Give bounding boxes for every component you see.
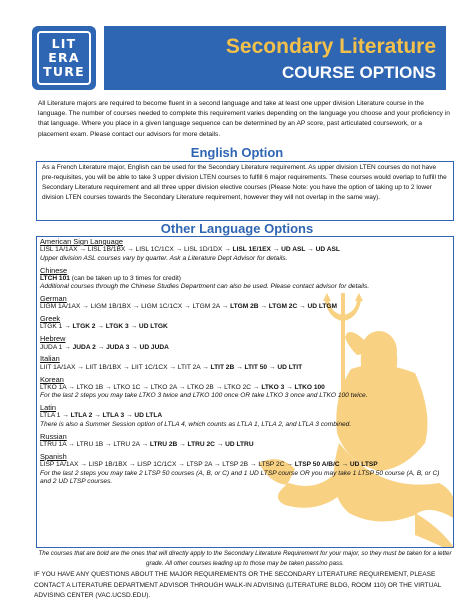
language-name: Korean	[40, 374, 64, 384]
course-sequence	[40, 384, 450, 393]
language-entry	[40, 237, 450, 263]
language-note: For the last 2 steps you may take LTKO 3 twice and LTKO 100 once OR take LTKO 3 once and LTKO 100 twice.	[40, 392, 368, 400]
sequence-prereq-courses: LTKO 1A → LTKO 1B → LTKO 1C → LTKO 2A → LTKO 2B → LTKO 2C →	[40, 383, 262, 391]
language-note: Additional courses through the Chinese Studies Department can also be used. Please contact advisor for details.	[40, 283, 370, 291]
language-entry	[40, 266, 450, 292]
page-title: Secondary Literature	[225, 35, 436, 58]
logo-line-2: ERA	[48, 50, 80, 65]
header	[28, 22, 446, 94]
language-entry	[40, 403, 450, 429]
title-banner	[104, 26, 446, 90]
sequence-tail-note: (can be taken up to 3 times for credit)	[69, 274, 181, 282]
language-entry	[40, 314, 450, 332]
course-sequence	[40, 461, 450, 470]
course-sequence	[40, 303, 450, 312]
sequence-prereq-courses: LIGM 1A/1AX → LIGM 1B/1BX → LIGM 1C/1CX → LTGM 2A →	[40, 303, 231, 311]
bold-courses-footnote: The courses that are bold are the ones that will directly apply to the Secondary Literature Requirement for your major, so they must be taken for a letter grade. All other courses leading up to those may be taken pass/no pass.	[38, 550, 452, 567]
language-name: Italian	[40, 354, 60, 364]
other-language-heading: Other Language Options	[160, 221, 314, 236]
sequence-prereq-courses: LTLA 1 →	[40, 412, 71, 420]
other-language-box	[36, 236, 454, 548]
language-list	[37, 237, 453, 487]
language-name: Chinese	[40, 265, 68, 275]
course-sequence	[40, 364, 450, 373]
language-name: American Sign Language	[40, 237, 123, 246]
language-note: For the last 2 steps you may take 2 LTSP 50 courses (A, B, or C) and 1 UD LTSP course OR you may take 1 LTSP 50 course (A, B, or C) and 2 UD LTSP courses.	[40, 469, 440, 486]
sequence-prereq-courses: LISP 1A/1AX → LISP 1B/1BX → LISP 1C/1CX → LTSP 2A → LTSP 2B → LTSP 2C →	[40, 461, 295, 469]
sequence-required-courses: LTGK 2 → LTGK 3 → UD LTGK	[72, 323, 168, 331]
literature-logo	[32, 26, 96, 90]
course-sequence	[40, 275, 450, 284]
logo-line-1: LIT	[51, 36, 77, 51]
page-subtitle: COURSE OPTIONS	[282, 63, 436, 82]
sequence-required-courses: LTLA 2 → LTLA 3 → UD LTLA	[70, 412, 163, 420]
language-name: Spanish	[40, 451, 67, 461]
language-entry	[40, 294, 450, 312]
sequence-required-courses: LTIT 2B → LTIT 50 → UD LTIT	[210, 363, 303, 371]
sequence-required-courses: LTSP 50 A/B/C → UD LTSP	[294, 461, 378, 469]
language-name: Latin	[40, 403, 57, 413]
sequence-prereq-courses: LTRU 1A → LTRU 1B → LTRU 2A →	[40, 440, 150, 448]
language-name: Hebrew	[40, 334, 66, 344]
course-sequence	[40, 412, 450, 421]
sequence-prereq-courses: LTGK 1 →	[40, 323, 73, 331]
course-sequence	[40, 344, 450, 353]
language-name: Russian	[40, 431, 67, 441]
language-entry	[40, 432, 450, 450]
english-option-text: As a French Literature major, English can be used for the Secondary Literature requirement. As upper division LTEN courses do not have pre-requisites, you will be able to take 3 upper division LTEN courses to fulfill 6 major requirements. These courses would overlap to fulfill the Secondary Literature requirement and all three upper division elective courses (Please Note: you have the option of taking up to 2 lower division LTEN courses towards the Secondary Literature requirement, however they will not overlap in the same way).	[42, 164, 447, 201]
sequence-required-courses: LTRU 2B → LTRU 2C → UD LTRU	[149, 440, 254, 448]
language-entry	[40, 334, 450, 352]
advisor-contact-text: IF YOU HAVE ANY QUESTIONS ABOUT THE MAJOR REQUIREMENTS OR THE SECONDARY LITERATURE REQUIREMENT, PLEASE CONTACT A LITERATURE DEPARTMENT ADVISOR THROUGH WALK-IN ADVISING (LITERATURE BLDG, ROOM 110) OR THE VIRTUAL ADVISING CENTER (VAC.UCSD.EDU).	[34, 571, 442, 600]
sequence-prereq-courses: LISL 1A/1AX → LISL 1B/1BX → LISL 1C/1CX → LISL 1D/1DX →	[40, 246, 233, 254]
course-sequence	[40, 323, 450, 332]
language-entry	[40, 354, 450, 372]
language-name: German	[40, 294, 67, 304]
sequence-required-courses: LISL 1E/1EX → UD ASL → UD ASL	[232, 246, 340, 254]
sequence-prereq-courses: JUDA 1 →	[40, 343, 73, 351]
language-entry	[40, 452, 450, 487]
language-entry	[40, 375, 450, 401]
english-option-box	[36, 161, 454, 221]
course-sequence	[40, 246, 450, 255]
sequence-required-courses: LTGM 2B → LTGM 2C → UD LTGM	[230, 303, 338, 311]
sequence-required-courses: LTKO 3 → LTKO 100	[261, 383, 325, 391]
language-note: There is also a Summer Session option of LTLA 4, which counts as LTLA 1, LTLA 2, and LTLA 3 combined.	[40, 420, 352, 428]
logo-line-3: TURE	[43, 64, 85, 79]
course-sequence	[40, 441, 450, 450]
sequence-required-courses: LTCH 101	[40, 274, 70, 282]
sequence-required-courses: JUDA 2 → JUDA 3 → UD JUDA	[72, 343, 169, 351]
sequence-prereq-courses: LIIT 1A/1AX → LIIT 1B/1BX → LIIT 1C/1CX → LTIT 2A →	[40, 363, 211, 371]
english-option-heading: English Option	[190, 145, 284, 160]
intro-paragraph: All Literature majors are required to become fluent in a second language and take at least one upper division Literature course in the language. The number of courses needed to complete this requirement varies depending on the language you choose and your proficiency in that language. Where you place in a given language sequence can be determined by an AP score, past articulated coursework, or a placement exam. Please contact our advisors for more details.	[38, 100, 450, 138]
language-note: Upper division ASL courses vary by quarter. Ask a Literature Dept Advisor for details.	[40, 254, 288, 262]
language-name: Greek	[40, 314, 61, 324]
